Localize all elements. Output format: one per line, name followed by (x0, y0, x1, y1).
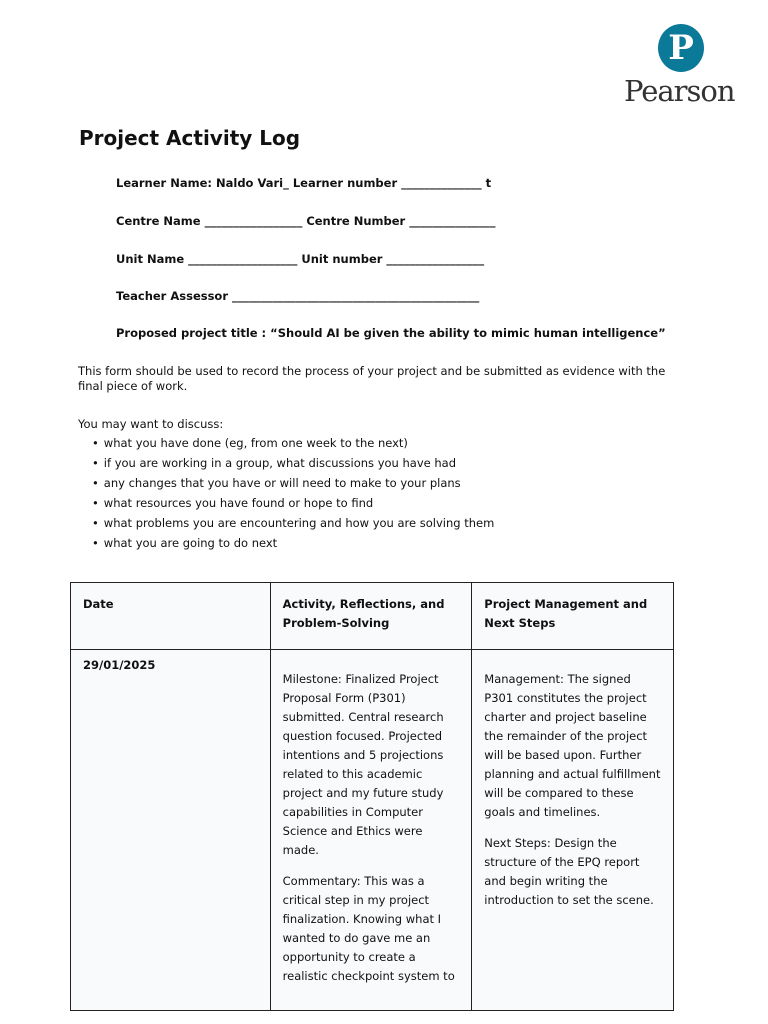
date-cell: 29/01/2025 (71, 650, 271, 1011)
header-date: Date (71, 583, 271, 650)
management-cell (472, 650, 674, 1011)
activity-cell (270, 650, 472, 1011)
pearson-logo (624, 24, 744, 108)
header-activity: Activity, Reflections, and Problem-Solving (270, 583, 472, 650)
pearson-wordmark: Pearson (624, 74, 735, 108)
activity-milestone: Milestone: Finalized Project Proposal Form (P301) submitted. Central research question focused. Projected intentions and 5 projections related to this academic project and my future study capabilities in Computer Science and Ethics were made. (282, 672, 444, 857)
table-header-row (71, 583, 674, 650)
list-item: • what you are going to do next (78, 536, 494, 556)
list-item: • what resources you have found or hope to find (78, 496, 494, 516)
management-text: Management: The signed P301 constitutes the project charter and project baseline the remainder of the project will be based upon. Further planning and actual fulfillment will be compared to these goals and timelines. (484, 672, 661, 819)
list-item: • what problems you are encountering and how you are solving them (78, 516, 494, 536)
page-title: Project Activity Log (79, 126, 301, 150)
table-row (71, 650, 674, 1011)
discuss-list (78, 436, 494, 556)
discuss-heading: You may want to discuss: (78, 417, 224, 431)
activity-log-table (70, 582, 674, 1011)
list-item: • what you have done (eg, from one week to the next) (78, 436, 494, 456)
project-title-field: Proposed project title : “Should AI be given the ability to mimic human intelligence” (116, 326, 666, 340)
unit-field: Unit Name ___________________ Unit number _________________ (116, 252, 485, 266)
header-management: Project Management and Next Steps (472, 583, 674, 650)
list-item: • any changes that you have or will need to make to your plans (78, 476, 494, 496)
pearson-logo-icon: P (658, 24, 704, 72)
next-steps-text: Next Steps: Design the structure of the EPQ report and begin writing the introduction to set the scene. (484, 836, 654, 907)
intro-text: This form should be used to record the process of your project and be submitted as evidence with the final piece of work. (78, 364, 666, 393)
list-item: • if you are working in a group, what discussions you have had (78, 456, 494, 476)
assessor-field: Teacher Assessor ___________________________________________ (116, 289, 480, 303)
centre-field: Centre Name _________________ Centre Number _______________ (116, 214, 496, 228)
learner-field: Learner Name: Naldo Vari_ Learner number ______________ t (116, 176, 492, 190)
activity-commentary: Commentary: This was a critical step in my project finalization. Knowing what I wanted to do gave me an opportunity to create a realistic checkpoint system to (282, 874, 455, 983)
